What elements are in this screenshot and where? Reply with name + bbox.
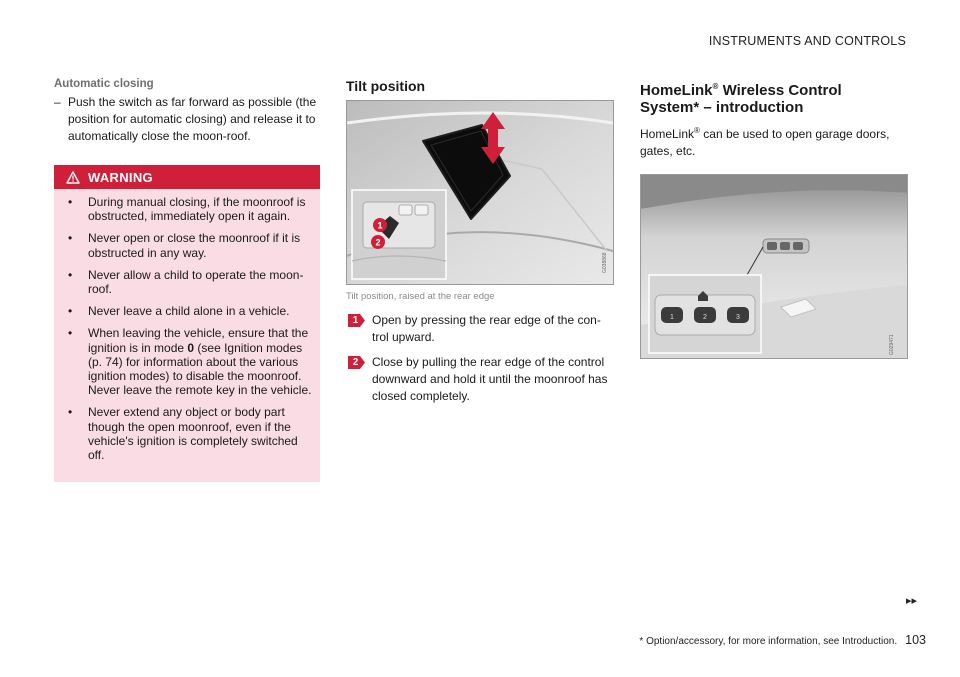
moonroof-illustration: [347, 101, 613, 284]
warning-item-text: During manual closing, if the moonroof is obstructed, immediately open it again.: [88, 195, 306, 224]
homelink-intro: [640, 122, 908, 160]
warning-item: [66, 231, 312, 259]
warning-triangle-icon: [66, 171, 80, 184]
warning-item-text: Never leave a child alone in a vehicle.: [88, 304, 290, 319]
warning-item-text: Never extend any object or body part though the open moonroof, even if the vehicle's ignition is completely switched off.: [88, 405, 298, 463]
homelink-button-3-label: 3: [736, 314, 740, 321]
step-item: [346, 312, 614, 346]
column-automatic-closing: [54, 78, 320, 482]
figure-caption: Tilt position, raised at the rear edge: [346, 291, 495, 302]
bullet-marker: •: [68, 231, 73, 246]
subhead-automatic-closing: Automatic closing: [54, 78, 154, 90]
page-number: 103: [905, 633, 926, 647]
title-part: HomeLink: [640, 82, 713, 99]
ignition-text-after: (see Ignition modes (p. 74) for information about the various ignition modes) to disable the moonroof. Never leave the remote key in the vehicle.: [88, 340, 312, 398]
bullet-marker: •: [68, 304, 73, 319]
list-item: [54, 94, 320, 145]
step-item: [346, 354, 614, 405]
homelink-button-2-label: 2: [703, 314, 707, 321]
intro-part: HomeLink: [640, 127, 695, 141]
step-number-badge: [348, 313, 365, 328]
column-homelink: [640, 78, 908, 359]
callout-1-label: 1: [377, 220, 383, 231]
registered-mark: ®: [712, 82, 719, 91]
continue-arrows-icon: ▸▸: [906, 595, 918, 607]
warning-list: [54, 189, 320, 462]
column-tilt-position: [346, 78, 614, 413]
warning-item: [66, 268, 312, 296]
option-asterisk: *: [693, 99, 700, 116]
figure-code: G029471: [889, 334, 895, 355]
title-part: Wireless Control: [718, 82, 842, 99]
warning-item-text: Never open or close the moonroof if it is obstructed in any way.: [88, 231, 301, 260]
step-number: 1: [352, 315, 359, 326]
callout-2-label: 2: [375, 237, 381, 248]
list-item-text: Push the switch as far forward as possible (the position for automatic closing) and release it to automatically close the moon-roof.: [68, 95, 317, 143]
step-number: 2: [352, 357, 359, 368]
homelink-figure: [640, 174, 908, 359]
step-text: Close by pulling the rear edge of the control downward and hold it until the moonroof has closed completely.: [372, 355, 608, 403]
footnote: * Option/accessory, for more information, see Introduction.: [639, 636, 898, 647]
bullet-marker: •: [68, 195, 73, 209]
title-part: – introduction: [699, 99, 804, 116]
homelink-button-1-label: 1: [670, 314, 674, 321]
warning-item-text: Never allow a child to operate the moon-roof.: [88, 267, 304, 297]
dash-marker: –: [54, 95, 61, 109]
warning-title: WARNING: [88, 169, 153, 185]
ignition-mode-value: 0: [187, 340, 195, 355]
warning-box: [54, 165, 320, 482]
warning-item-text: [88, 326, 312, 397]
bullet-marker: •: [68, 267, 73, 282]
page-footer: [639, 633, 926, 647]
figure-code: G038868: [602, 252, 608, 273]
registered-mark: ®: [694, 126, 700, 135]
bullet-marker: •: [68, 326, 73, 341]
step-text: Open by pressing the rear edge of the con-trol upward.: [372, 313, 601, 344]
ignition-text-before: When leaving the vehicle, ensure that the ignition is in mode: [88, 326, 309, 355]
warning-item: [66, 405, 312, 462]
running-header: INSTRUMENTS AND CONTROLS: [708, 34, 906, 48]
intro-part: can be used to open garage doors, gates, etc.: [640, 127, 890, 158]
bullet-marker: •: [68, 405, 73, 420]
warning-item: [66, 195, 312, 223]
title-part: System: [640, 99, 694, 116]
tilt-position-title: Tilt position: [346, 78, 426, 94]
homelink-illustration: [641, 175, 907, 358]
warning-item: [66, 304, 312, 318]
warning-header: [54, 165, 320, 189]
warning-item: [66, 326, 312, 397]
homelink-title: [640, 78, 908, 116]
step-number-badge: [348, 355, 365, 370]
moonroof-figure: [346, 100, 614, 285]
